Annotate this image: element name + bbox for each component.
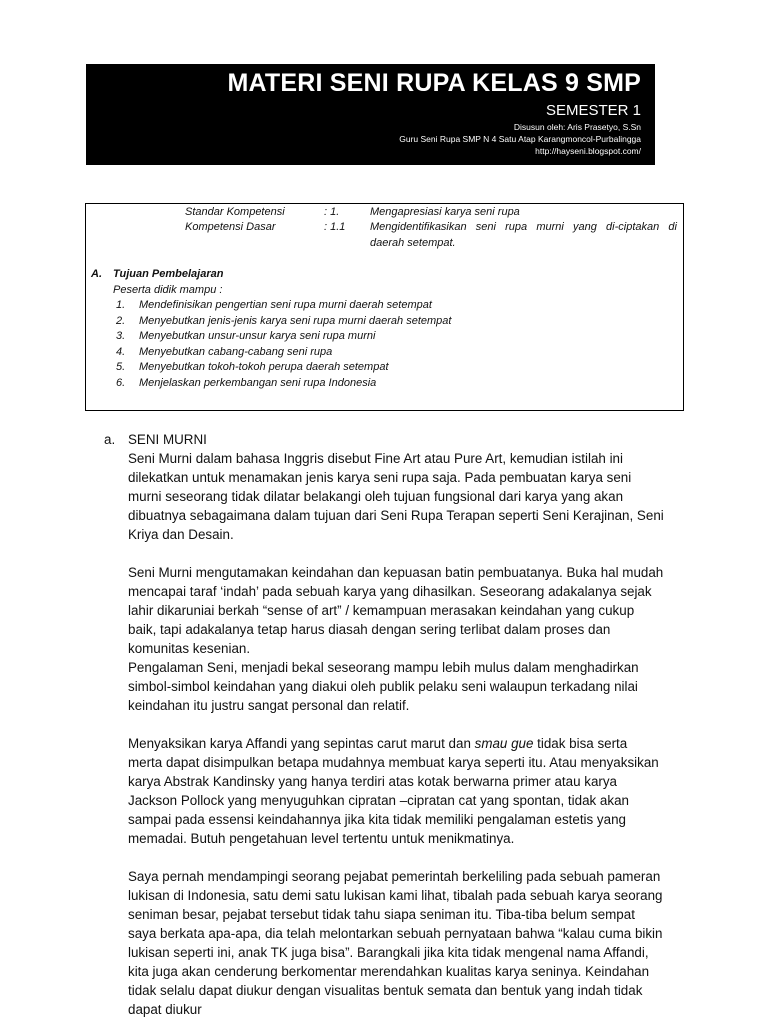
objectives-marker: A.	[91, 268, 102, 280]
objective-number: 3.	[116, 330, 126, 342]
objective-number: 1.	[116, 299, 126, 311]
objectives-heading-row	[91, 267, 451, 283]
paragraph	[128, 734, 664, 848]
basic-competency-label: Kompetensi Dasar	[185, 221, 276, 233]
document-title: MATERI SENI RUPA KELAS 9 SMP	[227, 69, 641, 97]
objective-text: Menjelaskan perkembangan seni rupa Indonesia	[139, 376, 377, 389]
paragraph: Pengalaman Seni, menjadi bekal seseorang mampu lebih mulus dalam menghadirkan simbol-simbol keindahan yang diakui oleh publik pelaku seni walaupun terkadang nilai keindahan itu justru sangat personal dan relatif.	[128, 660, 639, 713]
basic-competency-value: Mengidentifikasikan seni rupa murni yang di-ciptakan di daerah setempat.	[370, 221, 677, 249]
objective-item	[116, 360, 451, 376]
document-header	[86, 64, 655, 165]
competency-box	[85, 203, 684, 411]
objective-number: 5.	[116, 361, 126, 373]
objective-item	[116, 314, 451, 330]
objective-text: Menyebutkan unsur-unsur karya seni rupa murni	[139, 330, 376, 342]
objective-text: Menyebutkan tokoh-tokoh perupa daerah setempat	[139, 361, 389, 373]
objectives-list	[91, 298, 451, 391]
objective-text: Menyebutkan jenis-jenis karya seni rupa murni daerah setempat	[139, 314, 452, 327]
semester-label: SEMESTER 1	[545, 102, 641, 119]
objective-item	[116, 376, 451, 392]
objective-item	[116, 329, 451, 345]
blog-url: http://hayseni.blogspot.com/	[535, 146, 641, 156]
italic-phrase: smau gue	[474, 736, 534, 751]
main-content	[104, 430, 664, 1019]
standard-competency-label: Standar Kompetensi	[185, 206, 285, 218]
section-heading-row	[104, 430, 664, 449]
objective-number: 4.	[116, 345, 126, 358]
section-marker: a.	[104, 432, 116, 447]
standard-competency-value: Mengapresiasi karya seni rupa	[370, 206, 520, 218]
paragraph: Seni Murni dalam bahasa Inggris disebut Fine Art atau Pure Art, kemudian istilah ini dilekatkan untuk menamakan jenis karya seni rupa saja. Pada pembuatan karya seni murni seseorang tidak dilatar belakangi oleh tujuan fungsional dari karya yang akan dibuatnya sebagaimana dalam tujuan dari Seni Rupa Terapan seperti Seni Kerajinan, Seni Kriya dan Desain.	[128, 451, 664, 542]
objective-item	[116, 345, 451, 361]
paragraph: Seni Murni mengutamakan keindahan dan kepuasan batin pembuatanya. Buka hal mudah mencapai taraf ‘indah’ pada sebuah karya yang dihasilkan. Seseorang adakalanya sejak lahir dikaruniai berkah “sense of art” / kemampuan merasakan keindahan yang cukup baik, tapi adakalanya tetap harus diasah dengan sering terlibat dalam proses dan komunitas kesenian.	[128, 565, 664, 656]
standard-competency-number: : 1.	[324, 206, 340, 218]
objective-text: Menyebutkan cabang-cabang seni rupa	[139, 345, 333, 358]
author-role: Guru Seni Rupa SMP N 4 Satu Atap Karangmoncol-Purbalingga	[399, 134, 641, 144]
objectives-heading: Tujuan Pembelajaran	[113, 268, 224, 280]
learning-objectives	[91, 267, 451, 391]
section-heading: SENI MURNI	[128, 432, 207, 447]
paragraph-text: tidak bisa serta merta dapat disimpulkan betapa mudahnya membuat karya seperti itu. Atau menyaksikan karya Abstrak Kandinsky yang hanya terdiri atas kotak berwarna primer atau karya Jackson Pollock yang menyuguhkan cipratan –cipratan cat yang spontan, tidak akan sampai pada essensi keindahannya jika kita tidak memiliki pengalaman estetis yang memadai. Butuh pengetahuan level tertentu untuk menikmatinya.	[128, 736, 659, 846]
paragraph-text: Menyaksikan karya Affandi yang sepintas carut marut dan	[128, 736, 475, 751]
section-body	[104, 449, 664, 1019]
paragraph: Saya pernah mendampingi seorang pejabat pemerintah berkeliling pada sebuah pameran lukisan di Indonesia, satu demi satu lukisan kami lihat, tibalah pada sebuah karya seorang seniman besar, pejabat tersebut tidak tahu siapa seniman itu. Tiba-tiba belum sempat saya berkata apa-apa, dia telah melontarkan sebuah pernyataan bahwa “kalau cuma bikin lukisan seperti ini, anak TK juga bisa”. Barangkali jika kita tidak mengenal nama Affandi, kita juga akan cenderung berkomentar merendahkan kualitas karya seninya. Keindahan tidak selalu dapat diukur dengan visualitas bentuk semata dan bentuk yang indah tidak dapat diukur	[128, 869, 663, 1017]
objective-number: 6.	[116, 376, 126, 389]
objective-number: 2.	[116, 314, 126, 327]
objective-text: Mendefinisikan pengertian seni rupa murni daerah setempat	[139, 299, 432, 311]
basic-competency-number: : 1.1	[324, 221, 346, 233]
objective-item	[116, 298, 451, 314]
objectives-intro: Peserta didik mampu :	[113, 283, 223, 296]
author-line: Disusun oleh: Aris Prasetyo, S.Sn	[513, 122, 641, 132]
